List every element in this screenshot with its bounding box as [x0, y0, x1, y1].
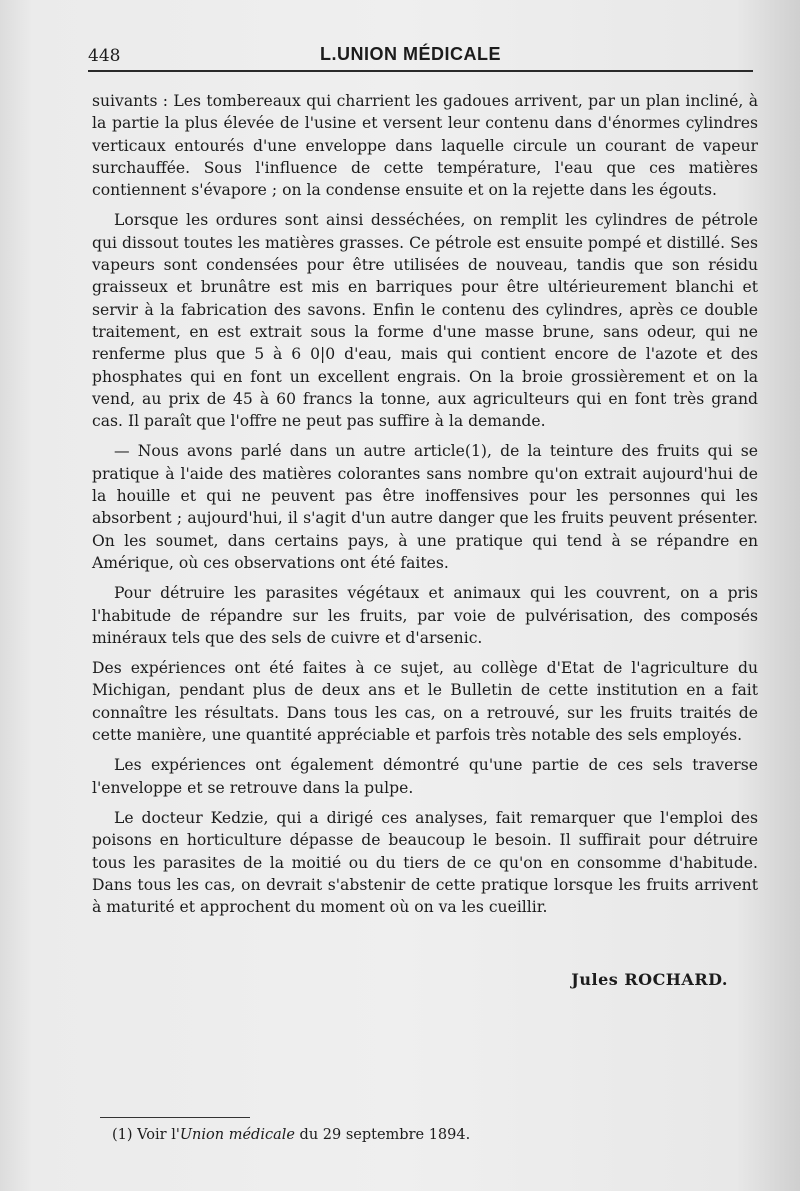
footnote-journal: Union médicale: [179, 1127, 295, 1143]
footnote-rule: [100, 1117, 250, 1118]
article-body: [92, 90, 758, 926]
paragraph: Le docteur Kedzie, qui a dirigé ces analyses, fait remarquer que l'emploi des poisons en horticulture dépasse de beaucoup le besoin. Il suffirait pour détruire tous les parasites de la moitié ou du tiers de ce qu'on en consomme d'habitude. Dans tous les cas, on devrait s'abstenir de cette pratique lorsque les fruits arrivent à maturité et approchent du moment où on va les cueillir.: [92, 808, 758, 917]
footnote: [112, 1127, 470, 1143]
author-last-name: ROCHARD.: [624, 970, 728, 989]
page-header: [88, 40, 748, 72]
paragraph: Les expériences ont également démontré qu'une partie de ces sels traverse l'enveloppe et se retrouve dans la pulpe.: [92, 756, 758, 797]
footnote-prefix: (1) Voir l': [112, 1127, 180, 1143]
paragraph-continuation: suivants : Les tombereaux qui charrient les gadoues arrivent, par un plan incliné, à la partie la plus élevée de l'usine et versent leur contenu dans d'énormes cylindres verticaux entourés d'une enveloppe dans laquelle circule un courant de vapeur surchauffée. Sous l'influence de cette température, l'eau que ces matières contiennent s'évapore ; on la condense ensuite et on la rejette dans les égouts.: [92, 92, 758, 200]
running-title: L.UNION MÉDICALE: [320, 44, 501, 64]
footnote-suffix: du 29 septembre 1894.: [294, 1127, 471, 1143]
author-signature: [571, 970, 728, 989]
page-number: 448: [88, 46, 121, 66]
paragraph: — Nous avons parlé dans un autre article(1), de la teinture des fruits qui se pratique à l'aide des matières colorantes sans nombre qu'on extrait aujourd'hui de la houille et qui ne peuvent pas être inoffensives pour les personnes qui les absorbent ; aujourd'hui, il s'agit d'un autre danger que les fruits peuvent présenter. On les soumet, dans certains pays, à une pratique qui tend à se répandre en Amérique, où ces observations ont été faites.: [92, 442, 758, 572]
author-first-name: Jules: [571, 970, 619, 989]
header-rule: [88, 70, 753, 72]
paragraph: Lorsque les ordures sont ainsi desséchées, on remplit les cylindres de pétrole qui dissout toutes les matières grasses. Ce pétrole est ensuite pompé et distillé. Ses vapeurs sont condensées pour être utilisées de nouveau, tandis que son résidu graisseux et brunâtre est mis en barriques pour être ultérieurement blanchi et servir à la fabrication des savons. Enfin le contenu des cylindres, après ce double traitement, en est extrait sous la forme d'une masse brune, sans odeur, qui ne renferme plus que 5 à 6 0|0 d'eau, mais qui contient encore de l'azote et des phosphates qui en font un excellent engrais. On la broie grossièrement et on la vend, au prix de 45 à 60 francs la tonne, aux agriculteurs qui en font très grand cas. Il paraît que l'offre ne peut pas suffire à la demande.: [92, 211, 758, 431]
paragraph: Pour détruire les parasites végétaux et animaux qui les couvrent, on a pris l'habitude de répandre sur les fruits, par voie de pulvérisation, des composés minéraux tels que des sels de cuivre et d'arsenic.: [92, 584, 758, 647]
paragraph: Des expériences ont été faites à ce sujet, au collège d'Etat de l'agriculture du Michigan, pendant plus de deux ans et le Bulletin de cette institution en a fait connaître les résultats. Dans tous les cas, on a retrouvé, sur les fruits traités de cette manière, une quantité appréciable et parfois très notable des sels employés.: [92, 659, 758, 745]
